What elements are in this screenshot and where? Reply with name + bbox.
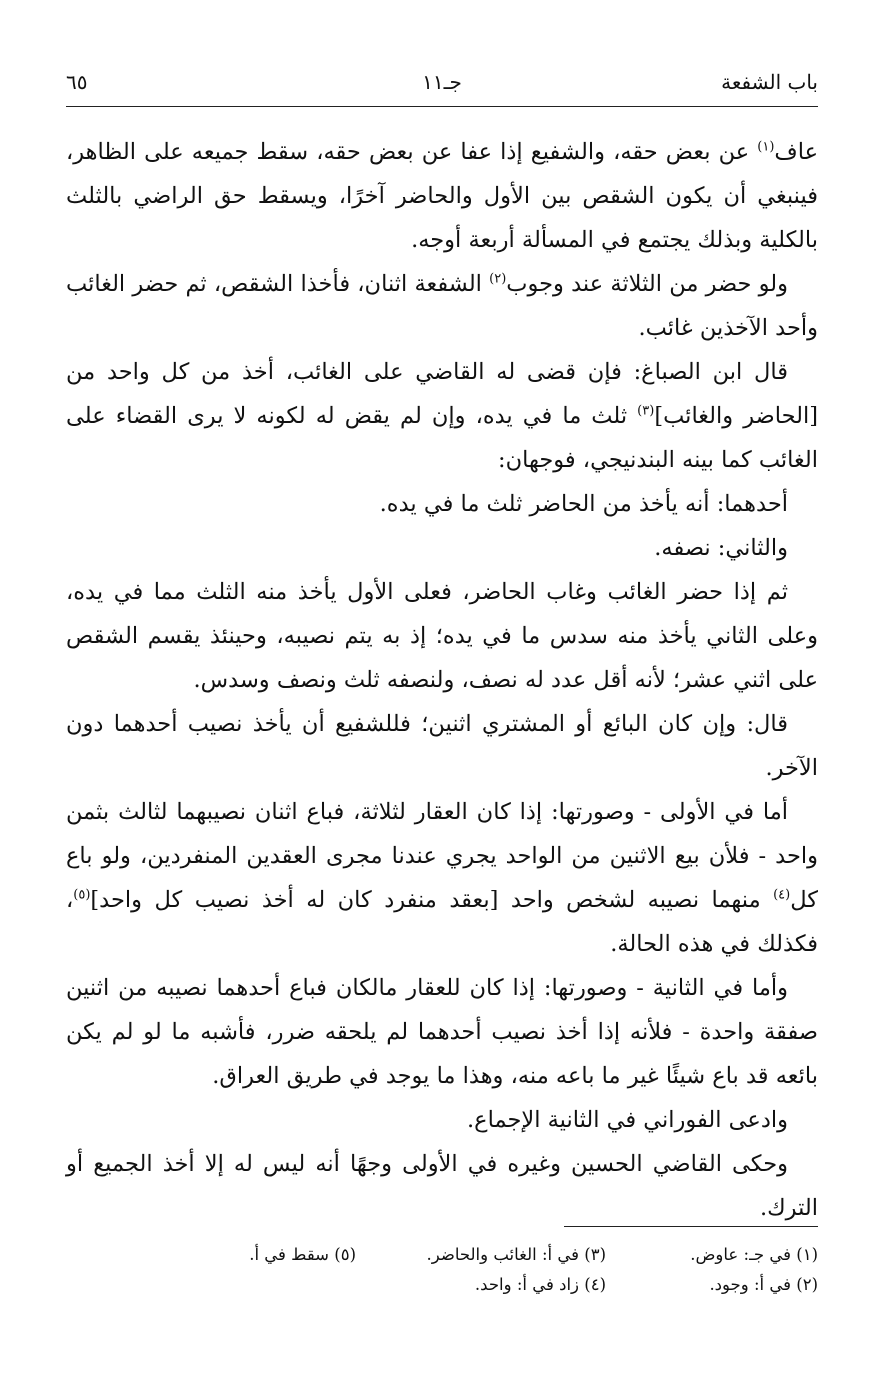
footnotes bbox=[150, 1240, 818, 1300]
paragraph-9: وأما في الثانية - وصورتها: إذا كان للعقار مالكان فباع أحدهما نصيبه من اثنين صفقة واحدة - فلأنه إذا أخذ نصيب أحدهما لم يلحقه ضرر، فأشبه ما لو لم يكن بائعه قد باع شيئًا غير ما باعه منه، وهذا ما يوجد في طريق العراق. bbox=[66, 975, 818, 1089]
footnote-divider bbox=[564, 1226, 818, 1227]
paragraph-4: أحدهما: أنه يأخذ من الحاضر ثلث ما في يده. bbox=[379, 491, 788, 517]
footnote-ref-3: (٣) bbox=[637, 403, 655, 419]
paragraph-2: ولو حضر من الثلاثة عند وجوب$^{(٢)}$ الشفعة اثنان، فأخذا الشقص، ثم حضر الغائب وأحد الآخذين غائب. bbox=[66, 271, 818, 341]
footnote-3: (٣) في أ: الغائب والحاضر. bbox=[426, 1245, 606, 1264]
paragraph-7: قال: وإن كان البائع أو المشتري اثنين؛ فللشفيع أن يأخذ نصيب أحدهما دون الآخر. bbox=[66, 711, 818, 781]
page-number: ٦٥ bbox=[66, 70, 88, 94]
footnote-ref-4: (٤) bbox=[773, 887, 791, 903]
paragraph-3: قال ابن الصباغ: فإن قضى له القاضي على الغائب، أخذ من كل واحد من [الحاضر والغائب]$^{(٣)}$ ثلث ما في يده، وإن لم يقض له لكونه لا يرى القضاء على الغائب كما بينه البندنيجي، فوجهان: bbox=[66, 359, 818, 473]
chapter-title: باب الشفعة bbox=[721, 70, 818, 94]
footnote-ref-1: (١) bbox=[757, 139, 775, 155]
paragraph-5: والثاني: نصفه. bbox=[654, 535, 788, 561]
footnote-ref-2: (٢) bbox=[489, 271, 507, 287]
volume-label: جـ١١ bbox=[422, 70, 462, 94]
paragraph-6: ثم إذا حضر الغائب وغاب الحاضر، فعلى الأول يأخذ منه الثلث مما في يده، وعلى الثاني يأخذ منه سدس ما في يده؛ إذ به يتم نصيبه، وحينئذ يقسم الشقص على اثني عشر؛ لأنه أقل عدد له نصف، ولنصفه ثلث ونصف وسدس. bbox=[66, 579, 818, 693]
header-divider bbox=[66, 106, 818, 107]
paragraph-10: وادعى الفوراني في الثانية الإجماع. bbox=[467, 1107, 788, 1133]
main-text bbox=[66, 130, 818, 1230]
paragraph-1: عاف$^{(١)}$ عن بعض حقه، والشفيع إذا عفا عن بعض حقه، سقط جميعه على الظاهر، فينبغي أن يكون الشقص بين الأول والحاضر آخرًا، ويسقط حق الراضي بالثلث بالكلية وبذلك يجتمع في المسألة أربعة أوجه. bbox=[66, 139, 818, 253]
footnote-1: (١) في جـ: عاوض. bbox=[690, 1245, 818, 1264]
paragraph-8: أما في الأولى - وصورتها: إذا كان العقار لثلاثة، فباع اثنان نصيبهما لثالث بثمن واحد - فلأن بيع الاثنين من الواحد يجري عندنا مجرى العقدين المنفردين، ولو باع كل$^{(٤)}$ منهما نصيبه لشخص واحد [بعقد منفرد كان له أخذ نصيب كل واحد]$^{(٥)}$، فكذلك في هذه الحالة. bbox=[66, 799, 818, 957]
footnote-5: (٥) سقط في أ. bbox=[249, 1245, 356, 1264]
paragraph-11: وحكى القاضي الحسين وغيره في الأولى وجهًا أنه ليس له إلا أخذ الجميع أو الترك. bbox=[66, 1151, 818, 1221]
footnote-2: (٢) في أ: وجود. bbox=[709, 1275, 818, 1294]
running-header bbox=[66, 64, 818, 104]
footnote-ref-5: (٥) bbox=[73, 887, 91, 903]
footnote-4: (٤) زاد في أ: واحد. bbox=[474, 1275, 606, 1294]
